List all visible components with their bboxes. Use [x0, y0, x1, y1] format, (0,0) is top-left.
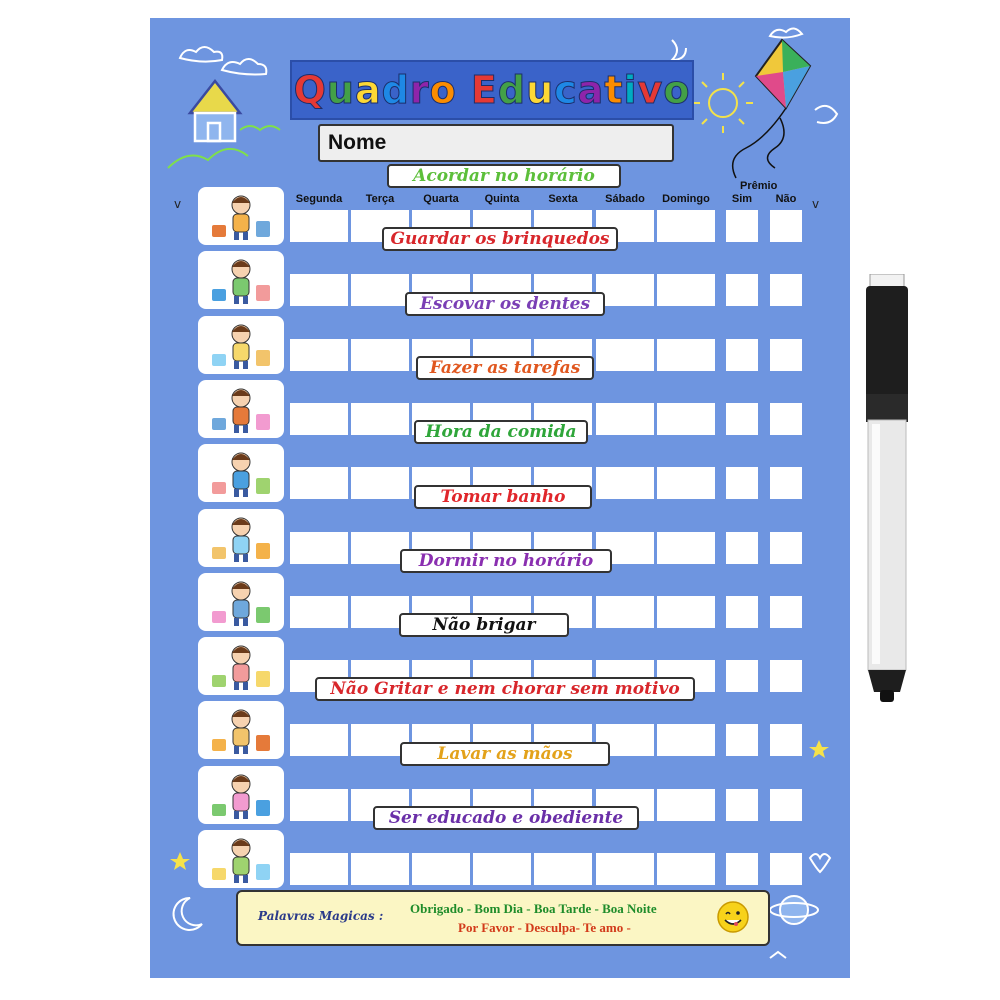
task-label: Ser educado e obediente [373, 806, 639, 830]
task-label: Tomar banho [414, 485, 592, 509]
star-icon [170, 852, 190, 870]
reward-label: Prêmio [740, 180, 778, 192]
reward-no-cell[interactable] [770, 660, 802, 692]
checkbox-cell[interactable] [290, 403, 348, 435]
checkbox-cell[interactable] [657, 724, 715, 756]
checkbox-cell[interactable] [473, 853, 531, 885]
magic-words-title: Palavras Magicas : [258, 909, 384, 923]
checkbox-cell[interactable] [657, 274, 715, 306]
day-header-3: Quarta [423, 193, 459, 205]
toothbrush-icon [198, 316, 284, 374]
reward-no-cell[interactable] [770, 853, 802, 885]
title-letter: t [604, 68, 624, 112]
title-letter: o [663, 68, 691, 112]
sleep-icon [198, 573, 284, 631]
reward-yes-cell[interactable] [726, 853, 758, 885]
day-header-7: Domingo [662, 193, 710, 205]
reward-yes-cell[interactable] [726, 532, 758, 564]
reward-yes-cell[interactable] [726, 789, 758, 821]
day-header-1: Segunda [295, 193, 343, 205]
title-letter: u [526, 68, 555, 112]
homework-icon [198, 380, 284, 438]
reward-yes-cell[interactable] [726, 467, 758, 499]
title-letter: d [497, 68, 527, 112]
meal-icon [198, 444, 284, 502]
reward-no-cell[interactable] [770, 339, 802, 371]
checkbox-cell[interactable] [351, 467, 409, 499]
checkbox-cell[interactable] [290, 789, 348, 821]
day-header-6: Sábado [605, 193, 645, 205]
checkbox-cell[interactable] [657, 339, 715, 371]
title-letter: Q [293, 68, 327, 112]
task-label: Dormir no horário [400, 549, 612, 573]
reward-yes-cell[interactable] [726, 596, 758, 628]
reward-yes-cell[interactable] [726, 210, 758, 242]
checkbox-cell[interactable] [596, 853, 654, 885]
title-letter: u [326, 68, 355, 112]
task-label: Lavar as mãos [400, 742, 610, 766]
reward-yes-cell[interactable] [726, 339, 758, 371]
reward-yes-cell[interactable] [726, 724, 758, 756]
checkbox-cell[interactable] [657, 596, 715, 628]
reward-yes-cell[interactable] [726, 660, 758, 692]
reward-no-cell[interactable] [770, 467, 802, 499]
svg-text:v: v [174, 197, 182, 211]
task-label: Fazer as tarefas [416, 356, 594, 380]
checkbox-cell[interactable] [596, 339, 654, 371]
day-header-2: Terça [365, 193, 395, 205]
checkbox-cell[interactable] [290, 339, 348, 371]
checkbox-cell[interactable] [657, 853, 715, 885]
title-letter: r [409, 68, 430, 112]
task-label: Acordar no horário [387, 164, 621, 188]
reward-no-cell[interactable] [770, 724, 802, 756]
checkbox-cell[interactable] [596, 403, 654, 435]
checkbox-cell[interactable] [351, 403, 409, 435]
magic-words-line2: Por Favor - Desculpa- Te amo - [458, 920, 631, 935]
marker-pen-icon [856, 274, 914, 706]
kite-icon [733, 40, 810, 178]
checkbox-cell[interactable] [412, 853, 470, 885]
checkbox-cell[interactable] [657, 789, 715, 821]
title-letter: d [381, 68, 410, 112]
day-header-5: Sexta [548, 193, 578, 205]
task-label: Escovar os dentes [405, 292, 605, 316]
reward-no-cell[interactable] [770, 532, 802, 564]
task-label: Hora da comida [414, 420, 588, 444]
task-label: Não brigar [399, 613, 569, 637]
no-crying-icon [198, 701, 284, 759]
title-letter: v [637, 68, 664, 112]
checkbox-cell[interactable] [290, 210, 348, 242]
title-letter: i [623, 68, 638, 112]
reward-no-cell[interactable] [770, 403, 802, 435]
checkbox-cell[interactable] [290, 532, 348, 564]
no-fighting-icon [198, 637, 284, 695]
reward-yes-cell[interactable] [726, 274, 758, 306]
title-letter: o [429, 68, 457, 112]
checkbox-cell[interactable] [351, 339, 409, 371]
star-icon [809, 740, 829, 758]
reward-no-cell[interactable] [770, 210, 802, 242]
wash-hands-icon [198, 766, 284, 824]
toys-icon [198, 251, 284, 309]
checkbox-cell[interactable] [596, 596, 654, 628]
checkbox-cell[interactable] [290, 274, 348, 306]
title-letter [457, 68, 471, 112]
checkbox-cell[interactable] [657, 403, 715, 435]
checkbox-cell[interactable] [534, 853, 592, 885]
house-icon [190, 81, 240, 141]
title-letter: a [354, 68, 382, 112]
sun-icon [693, 73, 753, 133]
planet-icon [770, 896, 818, 924]
checkbox-cell[interactable] [657, 210, 715, 242]
reward-no-header: Não [775, 193, 797, 205]
checkbox-cell[interactable] [657, 467, 715, 499]
reward-no-cell[interactable] [770, 789, 802, 821]
title-letter: E [470, 68, 498, 112]
day-header-4: Quinta [484, 193, 520, 205]
reward-yes-header: Sim [731, 193, 753, 205]
smiley-icon [716, 900, 750, 934]
name-field[interactable] [318, 124, 674, 162]
title-banner [290, 60, 694, 120]
polite-icon [198, 830, 284, 888]
page-title [294, 68, 691, 112]
title-letter: a [577, 68, 605, 112]
checkbox-cell[interactable] [290, 724, 348, 756]
checkbox-cell[interactable] [596, 467, 654, 499]
title-letter: c [554, 68, 578, 112]
reward-no-cell[interactable] [770, 596, 802, 628]
moon-icon [174, 898, 202, 930]
chore-board [150, 18, 850, 978]
magic-words-panel [236, 890, 770, 946]
checkbox-cell[interactable] [290, 596, 348, 628]
checkbox-cell[interactable] [290, 853, 348, 885]
name-label: Nome [328, 131, 387, 154]
reward-no-cell[interactable] [770, 274, 802, 306]
checkbox-cell[interactable] [290, 467, 348, 499]
bath-icon [198, 509, 284, 567]
checkbox-cell[interactable] [351, 274, 409, 306]
wake-up-icon [198, 187, 284, 245]
task-label: Não Gritar e nem chorar sem motivo [315, 677, 695, 701]
checkbox-cell[interactable] [657, 532, 715, 564]
checkbox-cell[interactable] [351, 853, 409, 885]
task-label: Guardar os brinquedos [382, 227, 618, 251]
magic-words-line1: Obrigado - Bom Dia - Boa Tarde - Boa Noite [410, 901, 657, 916]
reward-yes-cell[interactable] [726, 403, 758, 435]
svg-text:v: v [812, 197, 820, 211]
